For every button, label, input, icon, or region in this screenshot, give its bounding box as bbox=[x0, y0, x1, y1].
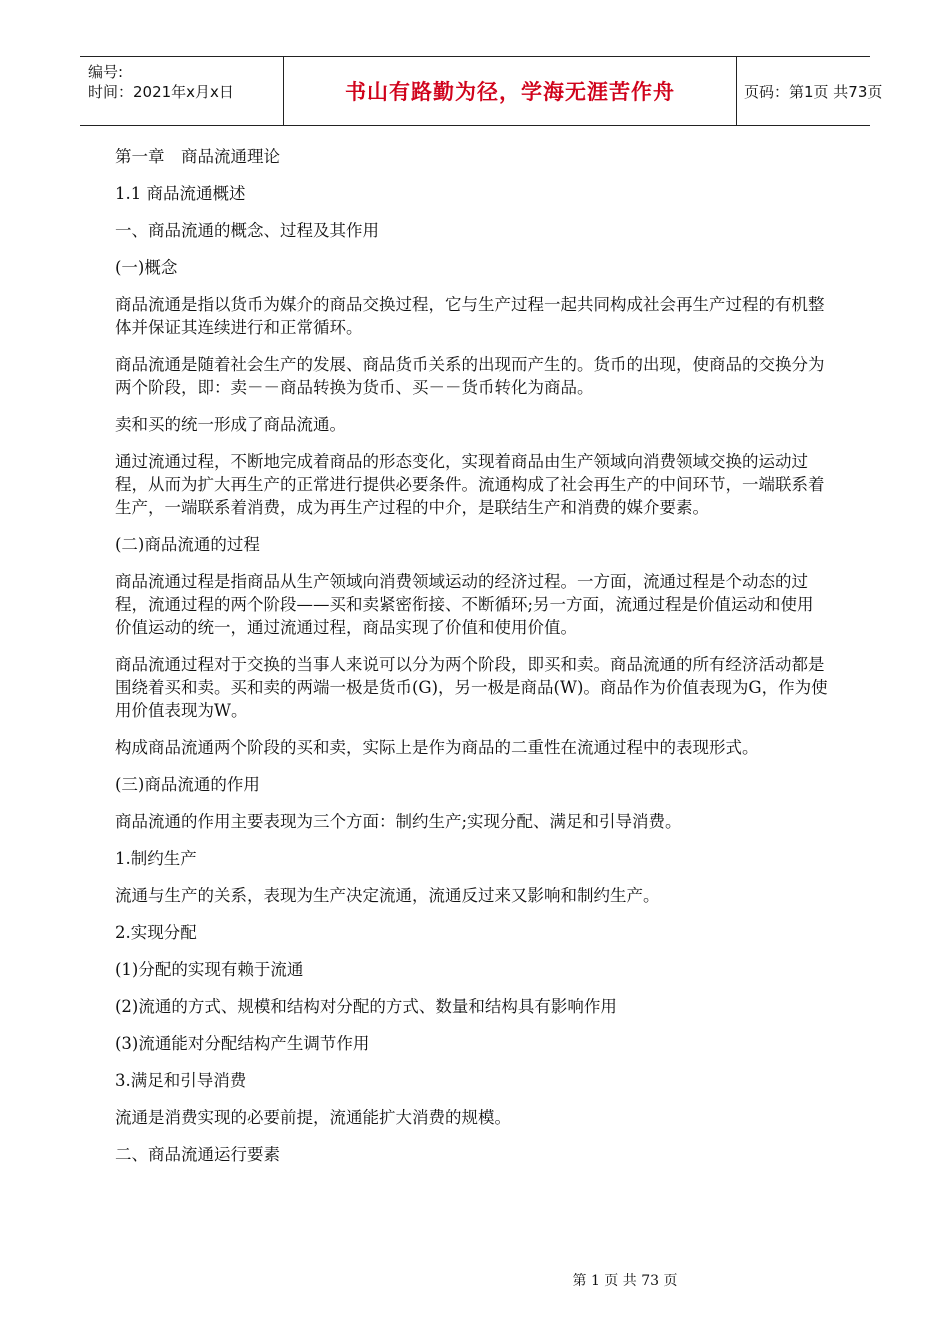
header-page-cell bbox=[736, 57, 883, 125]
motto-text: 书山有路勤为径，学海无涯苦作舟 bbox=[345, 80, 675, 104]
paragraph: 构成商品流通两个阶段的买和卖，实际上是作为商品的二重性在流通过程中的表现形式。 bbox=[115, 738, 759, 757]
item-heading: (三)商品流通的作用 bbox=[115, 775, 260, 794]
list-item: (2)流通的方式、规模和结构对分配的方式、数量和结构具有影响作用 bbox=[115, 997, 617, 1016]
paragraph: 流通是消费实现的必要前提，流通能扩大消费的规模。 bbox=[115, 1108, 511, 1127]
paragraph: 通过流通过程，不断地完成着商品的形态变化，实现着商品由生产领域向消费领域交换的运动过程，从而为扩大再生产的正常进行提供必要条件。流通构成了社会再生产的中间环节，一端联系着生产，一端联系着消费，成为再生产过程的中介，是联结生产和消费的媒介要素。 bbox=[115, 452, 825, 517]
paragraph: 流通与生产的关系，表现为生产决定流通，流通反过来又影响和制约生产。 bbox=[115, 886, 660, 905]
paragraph: 商品流通是随着社会生产的发展、商品货币关系的出现而产生的。货币的出现，使商品的交换分为两个阶段，即：卖－－商品转换为货币、买－－货币转化为商品。 bbox=[115, 355, 825, 397]
numbered-heading: 2.实现分配 bbox=[115, 923, 197, 942]
paragraph: 卖和买的统一形成了商品流通。 bbox=[115, 415, 346, 434]
item-heading: (一)概念 bbox=[115, 258, 178, 277]
list-item: (1)分配的实现有赖于流通 bbox=[115, 960, 304, 979]
paragraph: 商品流通过程是指商品从生产领域向消费领域运动的经济过程。一方面，流通过程是个动态的过程，流通过程的两个阶段——买和卖紧密衔接、不断循环;另一方面，流通过程是价值运动和使用价值运动的统一，通过流通过程，商品实现了价值和使用价值。 bbox=[115, 572, 814, 637]
subsection-heading: 一、商品流通的概念、过程及其作用 bbox=[115, 221, 379, 240]
paragraph: 商品流通的作用主要表现为三个方面：制约生产;实现分配、满足和引导消费。 bbox=[115, 812, 682, 831]
page-header bbox=[80, 56, 883, 126]
chapter-title: 第一章 商品流通理论 bbox=[115, 147, 280, 166]
item-heading: (二)商品流通的过程 bbox=[115, 535, 260, 554]
page-footer bbox=[0, 1270, 950, 1290]
subsection-heading: 二、商品流通运行要素 bbox=[115, 1145, 280, 1164]
time-label: 时间：2021年x月x日 bbox=[88, 83, 234, 101]
footer-page-number: 第 1 页 共 73 页 bbox=[572, 1273, 678, 1289]
serial-label: 编号: bbox=[88, 63, 124, 81]
paragraph: 商品流通是指以货币为媒介的商品交换过程，它与生产过程一起共同构成社会再生产过程的有机整体并保证其连续进行和正常循环。 bbox=[115, 295, 825, 337]
paragraph: 商品流通过程对于交换的当事人来说可以分为两个阶段，即买和卖。商品流通的所有经济活动都是围绕着买和卖。买和卖的两端一极是货币(G)，另一极是商品(W)。商品作为价值表现为G，作为使用价值表现为W。 bbox=[115, 655, 828, 720]
page-info: 页码：第1页 共73页 bbox=[744, 82, 883, 101]
document-body bbox=[115, 145, 830, 1180]
numbered-heading: 3.满足和引导消费 bbox=[115, 1071, 247, 1090]
numbered-heading: 1.制约生产 bbox=[115, 849, 197, 868]
list-item: (3)流通能对分配结构产生调节作用 bbox=[115, 1034, 370, 1053]
header-motto-cell bbox=[283, 57, 737, 125]
section-title: 1.1 商品流通概述 bbox=[115, 184, 246, 203]
header-left-cell bbox=[80, 57, 283, 125]
